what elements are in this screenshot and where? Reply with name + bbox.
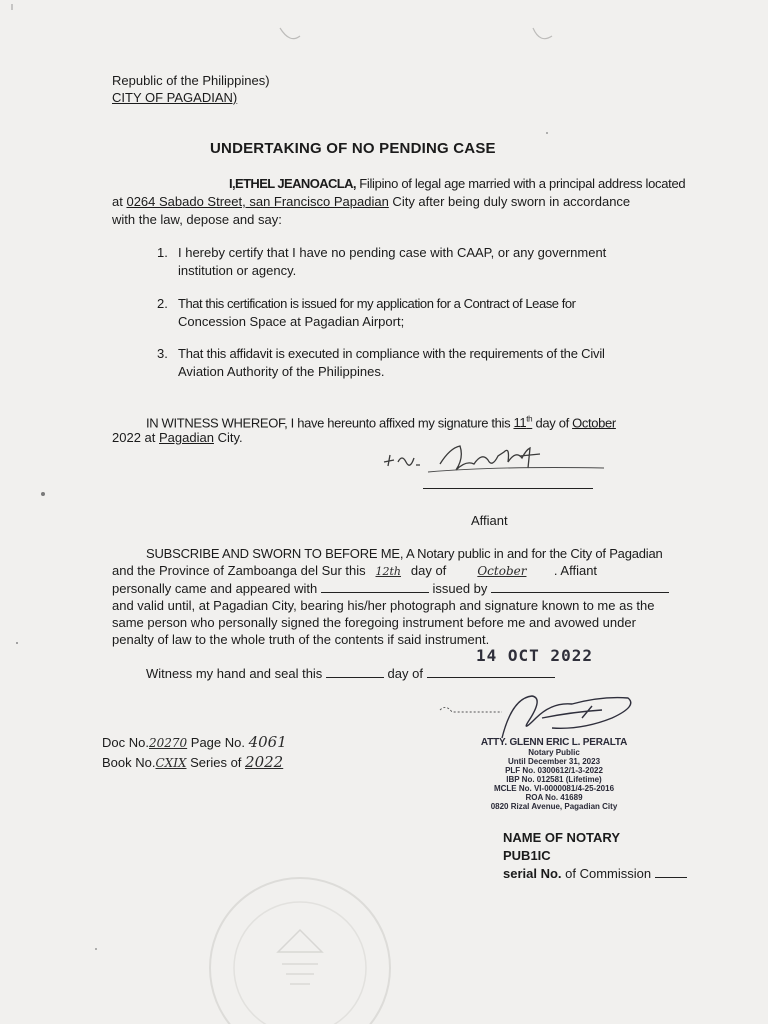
page-number: 4061 <box>248 733 287 751</box>
affiant-name: I,ETHEL JEANOACLA, <box>229 176 356 191</box>
notary-stamp-line: 0820 Rizal Avenue, Pagadian City <box>490 802 618 811</box>
item-3-number: 3. <box>157 346 168 361</box>
subscribe-line-5: same person who personally signed the foregoing instrument before me and avowed under <box>112 615 636 630</box>
affiant-address: 0264 Sabado Street, san Francisco Papadian <box>126 194 389 209</box>
subscribe-month: October <box>477 564 527 578</box>
subscribe-line-2: and the Province of Zamboanga del Sur this 12th day of October . Affiant <box>112 562 597 581</box>
notary-name-label: NAME OF NOTARY <box>503 830 620 845</box>
book-number: CXIX <box>155 756 187 770</box>
subscribe-line-1: SUBSCRIBE AND SWORN TO BEFORE ME, A Notary public in and for the City of Pagadian <box>146 546 663 561</box>
affiant-label: Affiant <box>471 513 508 528</box>
header-republic: Republic of the Philippines) <box>112 73 270 88</box>
subscribe-line-4: and valid until, at Pagadian City, bearing his/her photograph and signature known to me as the <box>112 598 655 613</box>
witness-day: 11th <box>513 415 533 431</box>
header-city: CITY OF PAGADIAN) <box>112 90 238 105</box>
witness-line-1: IN WITNESS WHEREOF, I have hereunto affixed my signature this 11th day of October <box>146 415 616 431</box>
notary-stamp-line: Until December 31, 2023 <box>507 757 601 766</box>
item-2-number: 2. <box>157 296 168 311</box>
doc-number: 20270 <box>148 736 188 750</box>
item-2-line-2: Concession Space at Pagadian Airport; <box>178 314 405 329</box>
intro-line-3: with the law, depose and say: <box>112 212 282 227</box>
subscribe-line-3: personally came and appeared with issued by <box>112 580 669 598</box>
date-received-stamp: 14 OCT 2022 <box>476 646 593 665</box>
series-year: 2022 <box>245 753 284 771</box>
subscribe-day: 12th <box>375 565 402 578</box>
item-3-line-1: That this affidavit is executed in compliance with the requirements of the Civil <box>178 346 605 361</box>
item-2-line-1: That this certification is issued for my application for a Contract of Lease for <box>178 296 576 311</box>
notary-stamp-line: IBP No. 012581 (Lifetime) <box>506 775 602 784</box>
witness-city: Pagadian <box>159 430 214 445</box>
document-title: UNDERTAKING OF NO PENDING CASE <box>210 140 496 157</box>
doc-page-line: Doc No.20270 Page No. 4061 <box>102 733 287 751</box>
notary-stamp-line: PLF No. 0300612/1-3-2022 <box>505 766 603 775</box>
notary-public-label: PUB1IC <box>503 848 551 863</box>
intro-line-1: I,ETHEL JEANOACLA, Filipino of legal age married with a principal address located <box>229 176 686 191</box>
witness-line-2: 2022 at Pagadian City. <box>112 430 243 445</box>
item-1-number: 1. <box>157 245 168 260</box>
notary-stamp-line: Notary Public <box>528 748 580 757</box>
notary-stamp-line: ROA No. 41689 <box>525 793 583 802</box>
item-1-line-1: I hereby certify that I have no pending case with CAAP, or any government <box>178 245 607 260</box>
book-series-line: Book No.CXIX Series of 2022 <box>102 753 284 771</box>
intro-line-2: at 0264 Sabado Street, san Francisco Papadian City after being duly sworn in accordance <box>112 194 631 209</box>
witness-month: October <box>572 415 616 431</box>
notary-stamp-line: MCLE No. VI-0000081/4-25-2016 <box>493 784 615 793</box>
serial-commission-line: serial No. of Commission <box>503 865 687 883</box>
item-3-line-2: Aviation Authority of the Philippines. <box>178 364 385 379</box>
item-1-line-2: institution or agency. <box>178 263 297 278</box>
seal-line: Witness my hand and seal this day of <box>146 665 555 683</box>
subscribe-line-6: penalty of law to the whole truth of the contents if said instrument. <box>112 632 490 647</box>
notary-stamp-name: ATTY. GLENN ERIC L. PERALTA <box>480 737 628 748</box>
